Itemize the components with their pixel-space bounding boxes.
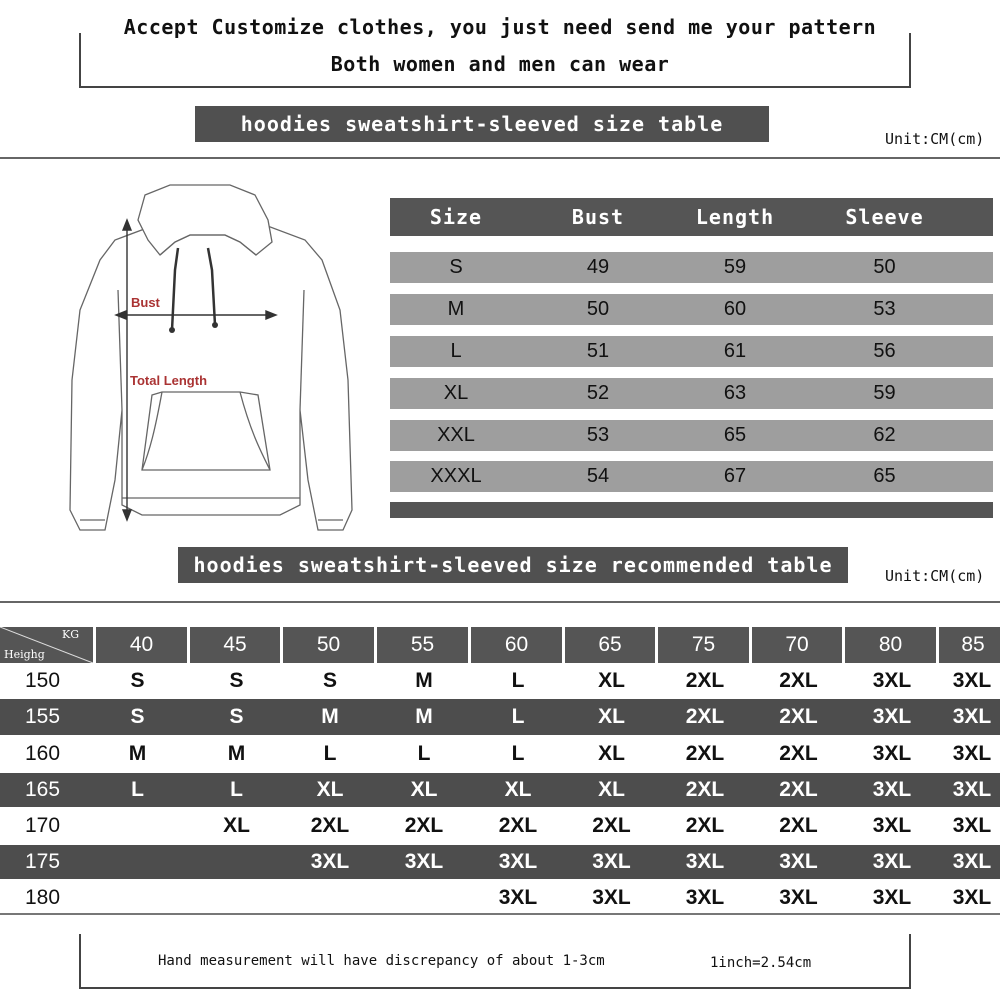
size-recommend-cell: 2XL (685, 814, 725, 837)
recommend-table-unit: Unit:CM(cm) (885, 567, 985, 585)
size-recommend-cell: 2XL (685, 778, 725, 801)
size-recommend-cell: 3XL (952, 705, 992, 728)
recommend-header-row (0, 627, 1000, 663)
size-table-title: hoodies sweatshirt-sleeved size table (195, 106, 769, 142)
size-recommend-cell: 2XL (779, 742, 818, 765)
size-recommend-cell: 3XL (872, 850, 912, 873)
length-cell: 61 (723, 340, 747, 362)
size-recommend-cell: XL (598, 742, 625, 765)
bust-cell: 54 (586, 465, 610, 487)
size-row (390, 336, 993, 367)
size-recommend-cell: 2XL (498, 814, 538, 837)
weight-header-cell: 55 (377, 627, 471, 663)
size-row (390, 461, 993, 492)
size-recommend-cell: 3XL (872, 705, 912, 728)
size-cell: S (449, 256, 463, 278)
size-recommend-cell: 3XL (592, 886, 631, 909)
size-recommend-cell: 2XL (779, 778, 818, 801)
size-cell: XL (443, 382, 469, 404)
weight-header-cell: 75 (658, 627, 752, 663)
size-row (390, 294, 993, 325)
recommend-bottom-rule (0, 913, 1000, 915)
size-recommend-cell: 3XL (404, 850, 444, 873)
size-recommend-cell: M (227, 742, 246, 765)
sleeve-cell: 59 (873, 382, 896, 404)
size-recommend-cell: 2XL (310, 814, 350, 837)
size-recommend-cell: XL (223, 814, 250, 837)
col-length: Length (695, 205, 775, 229)
size-recommend-cell: S (130, 705, 145, 728)
size-recommend-cell: 3XL (952, 742, 992, 765)
length-cell: 65 (723, 424, 747, 446)
recommend-row (0, 845, 1000, 879)
recommend-row (0, 663, 1000, 699)
height-cell: 170 (24, 814, 61, 837)
bust-cell: 53 (586, 424, 610, 446)
bust-cell: 49 (586, 256, 610, 278)
size-recommend-cell: 2XL (685, 705, 725, 728)
recommend-row (0, 735, 1000, 773)
sleeve-cell: 50 (873, 256, 896, 278)
size-recommend-cell: 2XL (592, 814, 631, 837)
height-cell: 165 (24, 778, 61, 801)
size-recommend-cell: M (415, 705, 433, 728)
height-cell: 180 (24, 886, 61, 909)
header-line-2: Both women and men can wear (330, 52, 670, 76)
length-cell: 60 (723, 298, 747, 320)
size-recommend-cell: 3XL (872, 778, 912, 801)
size-recommend-cell: M (415, 669, 433, 692)
size-recommend-cell: S (322, 669, 337, 692)
bust-cell: 52 (586, 382, 610, 404)
size-recommend-cell: L (511, 705, 525, 728)
size-row (390, 420, 993, 451)
size-recommend-cell: 3XL (872, 669, 912, 692)
size-recommend-cell: L (511, 742, 525, 765)
length-cell: 59 (723, 256, 747, 278)
hoodie-diagram (60, 180, 365, 540)
size-recommend-cell: XL (410, 778, 438, 801)
weight-header-cell: 60 (471, 627, 565, 663)
size-recommend-cell: 3XL (685, 850, 725, 873)
size-row (390, 252, 993, 283)
size-recommend-cell: 2XL (779, 705, 818, 728)
size-recommend-cell: 2XL (685, 742, 725, 765)
size-recommend-cell: 3XL (498, 850, 538, 873)
weight-header-cell: 80 (845, 627, 939, 663)
recommend-row (0, 807, 1000, 845)
size-cell: XXL (437, 424, 475, 446)
size-recommend-cell: 2XL (404, 814, 444, 837)
size-recommend-cell: S (130, 669, 145, 692)
length-cell: 63 (723, 382, 747, 404)
size-table-unit: Unit:CM(cm) (885, 130, 985, 148)
sleeve-cell: 53 (873, 298, 896, 320)
footer-note: Hand measurement will have discrepancy of about 1-3cm (158, 953, 605, 969)
bust-cell: 51 (586, 340, 610, 362)
size-recommend-cell: 2XL (685, 669, 725, 692)
weight-header-cell: 40 (96, 627, 190, 663)
size-table-header (390, 198, 993, 236)
size-recommend-cell: XL (316, 778, 344, 801)
sleeve-cell: 62 (873, 424, 896, 446)
size-recommend-cell: 3XL (872, 886, 912, 909)
size-recommend-cell: 3XL (952, 886, 992, 909)
height-cell: 155 (24, 705, 61, 728)
size-recommend-cell: 3XL (872, 814, 912, 837)
size-recommend-cell: XL (598, 705, 625, 728)
length-cell: 67 (723, 465, 747, 487)
recommend-table (0, 627, 1000, 917)
corner-cell (0, 627, 96, 663)
size-recommend-cell: XL (598, 778, 625, 801)
divider-2 (0, 601, 1000, 603)
weight-header-cell: 70 (752, 627, 845, 663)
size-table-footer-bar (390, 502, 993, 518)
size-cell: XXXL (430, 465, 482, 487)
size-cell: M (447, 298, 465, 320)
weight-header-cell: 85 (939, 627, 1000, 663)
size-recommend-cell: XL (504, 778, 532, 801)
sleeve-cell: 65 (873, 465, 896, 487)
corner-kg: KG (61, 628, 79, 641)
size-recommend-cell: 3XL (952, 669, 992, 692)
bust-cell: 50 (586, 298, 610, 320)
size-recommend-cell: XL (598, 669, 625, 692)
height-cell: 160 (24, 742, 61, 765)
recommend-row (0, 699, 1000, 735)
recommend-row (0, 773, 1000, 807)
size-recommend-cell: 2XL (779, 669, 818, 692)
size-recommend-cell: 3XL (952, 814, 992, 837)
height-cell: 150 (24, 669, 61, 692)
recommend-row (0, 879, 1000, 917)
size-recommend-cell: 3XL (592, 850, 631, 873)
sleeve-cell: 56 (873, 340, 896, 362)
size-recommend-cell: L (511, 669, 525, 692)
size-recommend-cell: L (230, 778, 243, 801)
footer-conversion: 1inch=2.54cm (710, 955, 812, 971)
size-recommend-cell: 3XL (310, 850, 350, 873)
size-recommend-cell: 3XL (498, 886, 538, 909)
size-recommend-cell: 3XL (779, 850, 818, 873)
weight-header-cell: 45 (190, 627, 283, 663)
size-recommend-cell: 3XL (685, 886, 725, 909)
size-recommend-cell: 3XL (779, 886, 818, 909)
header-line-1: Accept Customize clothes, you just need send me your pattern (123, 15, 877, 39)
bust-label: Bust (131, 295, 160, 310)
corner-height: Heighg (4, 648, 45, 661)
size-recommend-cell: L (131, 778, 144, 801)
size-cell: L (450, 340, 462, 362)
col-size: Size (429, 205, 483, 229)
size-recommend-cell: M (128, 742, 147, 765)
weight-header-cell: 65 (565, 627, 658, 663)
size-recommend-cell: S (229, 669, 244, 692)
size-recommend-cell: 2XL (779, 814, 818, 837)
size-recommend-cell: L (323, 742, 337, 765)
size-recommend-cell: 3XL (952, 778, 992, 801)
size-recommend-cell: L (417, 742, 431, 765)
size-recommend-cell: 3XL (872, 742, 912, 765)
length-label: Total Length (130, 373, 208, 388)
size-row (390, 378, 993, 409)
size-recommend-cell: 3XL (952, 850, 992, 873)
col-sleeve: Sleeve (845, 205, 924, 229)
divider-1 (0, 157, 1000, 159)
height-cell: 175 (24, 850, 61, 873)
size-recommend-cell: S (229, 705, 244, 728)
recommend-table-title: hoodies sweatshirt-sleeved size recommended table (178, 547, 848, 583)
col-bust: Bust (571, 205, 625, 229)
size-recommend-cell: M (321, 705, 339, 728)
weight-header-cell: 50 (283, 627, 377, 663)
